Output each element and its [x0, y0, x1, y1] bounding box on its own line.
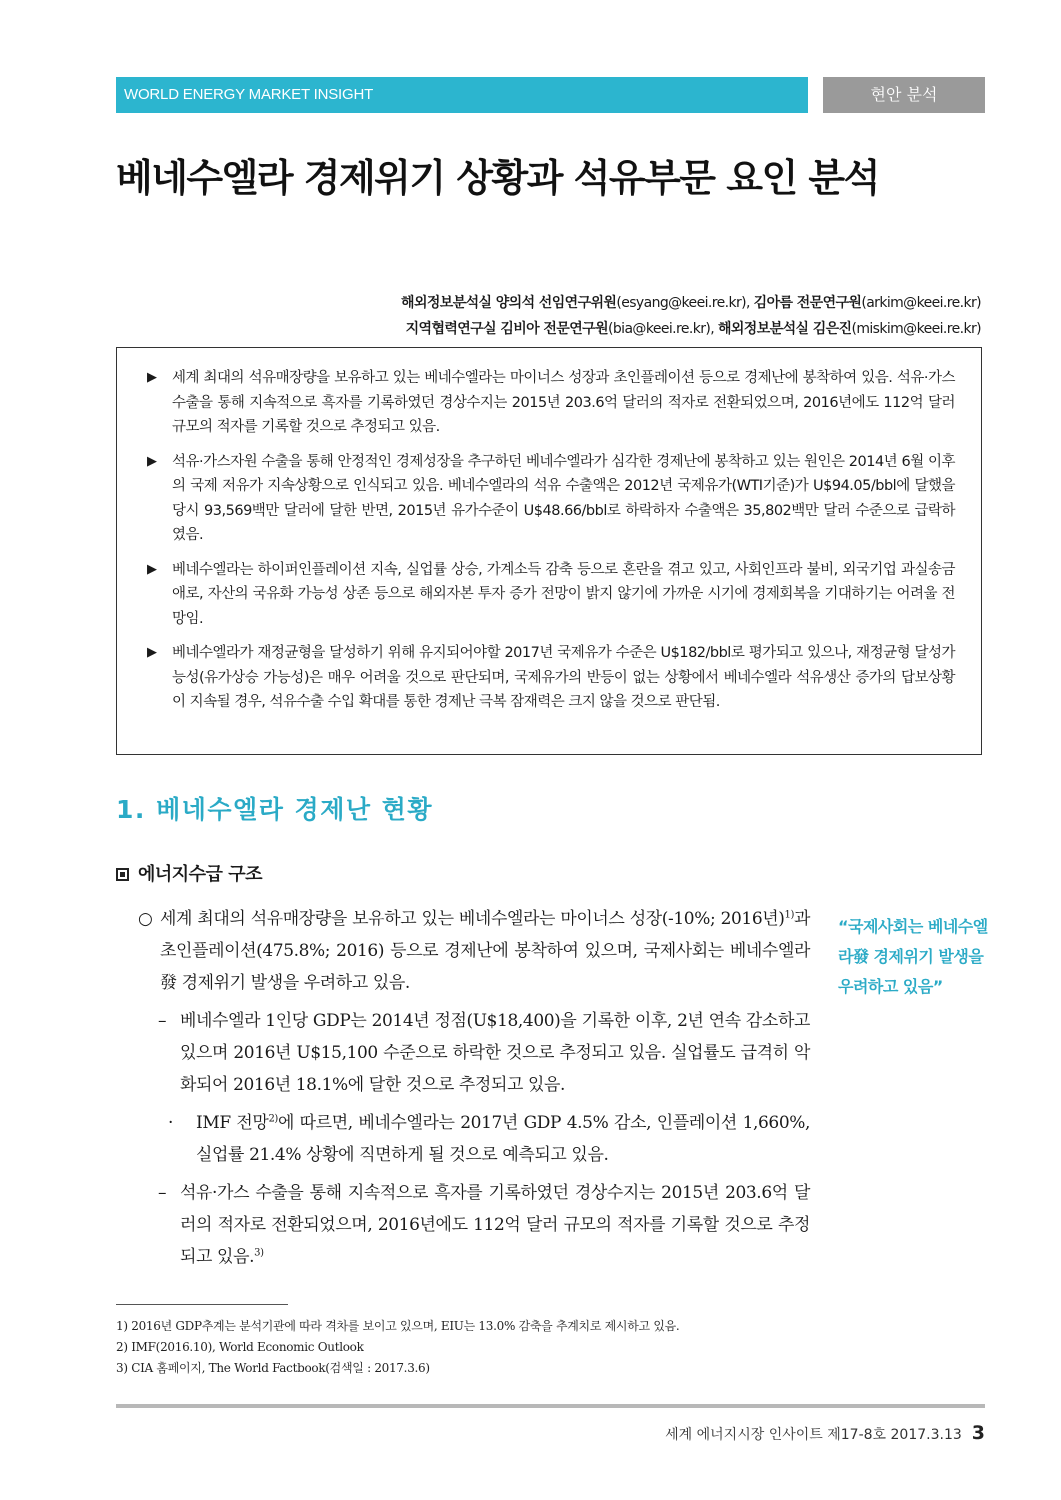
page-title: 베네수엘라 경제위기 상황과 석유부문 요인 분석: [116, 156, 879, 200]
subsection-label: 에너지수급 구조: [138, 864, 262, 885]
category-badge: 현안 분석: [823, 77, 985, 113]
summary-box: [116, 347, 982, 755]
dash-bullet-icon: –: [158, 1011, 167, 1031]
author-name: 해외정보분석실 양의석 선임연구위원: [401, 295, 617, 311]
author-email: (esyang@keei.re.kr),: [616, 295, 754, 311]
triangle-bullet-icon: ▶: [147, 561, 157, 577]
square-bullet-icon: [116, 868, 129, 881]
paragraph: [138, 1107, 810, 1171]
publication-info: 세계 에너지시장 인사이트 제17-8호 2017.3.13: [665, 1427, 962, 1443]
summary-item: [147, 366, 955, 440]
pull-quote: “국제사회는 베네수엘라發 경제위기 발생을 우려하고 있음”: [838, 917, 988, 996]
footnote: 2) IMF(2016.10), World Economic Outlook: [116, 1340, 364, 1354]
summary-item: [147, 558, 955, 632]
summary-item: [147, 641, 955, 715]
author-name: 지역협력연구실 김비아 전문연구원: [405, 321, 609, 337]
page-number: 3: [971, 1422, 985, 1444]
author-line-2: [101, 316, 981, 342]
summary-text: 베네수엘라가 재정균형을 달성하기 위해 유지되어야할 2017년 국제유가 수준은 U$182/bbl로 평가되고 있으나, 재정균형 달성가능성(유가상승 가능성)은 매우 어려울 것으로 판단되며, 국제유가의 반등이 없는 상황에서 베네수엘라 석유생산 증가의 답보상황이 지속될 경우, 석유수출 수입 확대를 통한 경제난 극복 잠재력은 크지 않을 것으로 판단됨.: [172, 645, 955, 710]
triangle-bullet-icon: ▶: [147, 370, 157, 385]
page-footer: [665, 1422, 985, 1444]
paragraph-text: 과 초인플레이션(475.8%; 2016) 등으로 경제난에 봉착하여 있으며, 국제사회는 베네수엘라發 경제위기 발생을 우려하고 있음.: [160, 909, 810, 993]
footnotes: [116, 1316, 996, 1379]
paragraph-text: 석유·가스 수출을 통해 지속적으로 흑자를 기록하였던 경상수지는 2015년 203.6억 달러의 적자로 전환되었으며, 2016년에도 112억 달러 규모의 적자를 기록할 것으로 추정되고 있음.: [180, 1183, 810, 1267]
circle-bullet-icon: ○: [138, 909, 153, 929]
paragraph-text: 에 따르면, 베네수엘라는 2017년 GDP 4.5% 감소, 인플레이션 1,660%, 실업률 21.4% 상황에 직면하게 될 것으로 예측되고 있음.: [196, 1113, 811, 1165]
paragraph-text: 세계 최대의 석유매장량을 보유하고 있는 베네수엘라는 마이너스 성장(-10%; 2016년): [160, 909, 785, 929]
paragraph: [138, 903, 810, 999]
triangle-bullet-icon: ▶: [147, 645, 157, 660]
author-email: (bia@keei.re.kr),: [608, 321, 718, 337]
author-email: (miskim@keei.re.kr): [851, 321, 981, 337]
footnote: 1) 2016년 GDP추계는 분석기관에 따라 격차를 보이고 있으며, EIU는 13.0% 감축을 추계치로 제시하고 있음.: [116, 1319, 680, 1333]
footnote-divider: [116, 1304, 288, 1305]
paragraph-text: 베네수엘라 1인당 GDP는 2014년 정점(U$18,400)을 기록한 이후, 2년 연속 감소하고 있으며 2016년 U$15,100 수준으로 하락한 것으로 추정되고 있음. 실업률도 급격히 악화되어 2016년 18.1%에 달한 것으로 추정되고 있음.: [180, 1011, 810, 1095]
summary-text: 베네수엘라는 하이퍼인플레이션 지속, 실업률 상승, 가계소득 감축 등으로 혼란을 겪고 있고, 사회인프라 불비, 외국기업 과실송금 애로, 자산의 국유화 가능성 상존 등으로 해외자본 투자 증가 전망이 밝지 않기에 가까운 시기에 경제회복을 기대하기는 어려울 전망임.: [172, 561, 955, 627]
dash-bullet-icon: –: [158, 1183, 167, 1203]
summary-item: [147, 450, 955, 548]
paragraph: [138, 1005, 810, 1101]
author-email: (arkim@keei.re.kr): [861, 295, 981, 311]
summary-text: 석유·가스자원 수출을 통해 안정적인 경제성장을 추구하던 베네수엘라가 심각한 경제난에 봉착하고 있는 원인은 2014년 6월 이후의 국제 저유가 지속상황으로 인식되고 있음. 베네수엘라의 석유 수출액은 2012년 국제유가(WTI기준)가 U$94.05/bbl에 달했을 당시 93,569백만 달러에 달한 반면, 2015년 유가수준이 U$48.66/bbl로 하락하자 수출액은 35,802백만 달러 수준으로 급락하였음.: [172, 453, 955, 543]
body-text: [138, 903, 810, 1273]
author-list: [101, 290, 981, 342]
summary-text: 세계 최대의 석유매장량을 보유하고 있는 베네수엘라는 마이너스 성장과 초인플레이션 등으로 경제난에 봉착하여 있음. 석유·가스 수출을 통해 지속적으로 흑자를 기록하였던 경상수지는 2015년 203.6억 달러의 적자로 전환되었으며, 2016년에도 112억 달러 규모의 적자를 기록할 것으로 추정되고 있음.: [172, 370, 955, 435]
paragraph: [138, 1177, 810, 1273]
author-name: 해외정보분석실 김은진: [717, 321, 852, 337]
footnote-ref: 2): [268, 1113, 278, 1125]
footer-divider: [116, 1404, 985, 1408]
author-name: 김아름 전문연구원: [753, 295, 862, 311]
footnote-ref: 3): [254, 1247, 264, 1259]
series-banner: WORLD ENERGY MARKET INSIGHT: [116, 77, 808, 113]
paragraph-text: IMF 전망: [196, 1113, 269, 1133]
footnote: 3) CIA 홈페이지, The World Factbook(검색일 : 2017.3.6): [116, 1361, 430, 1375]
subsection-heading: [116, 860, 262, 886]
triangle-bullet-icon: ▶: [147, 453, 157, 469]
dot-bullet-icon: ·: [168, 1113, 174, 1133]
footnote-ref: 1): [784, 909, 794, 921]
author-line-1: [101, 290, 981, 316]
section-heading: 1. 베네수엘라 경제난 현황: [116, 795, 434, 824]
